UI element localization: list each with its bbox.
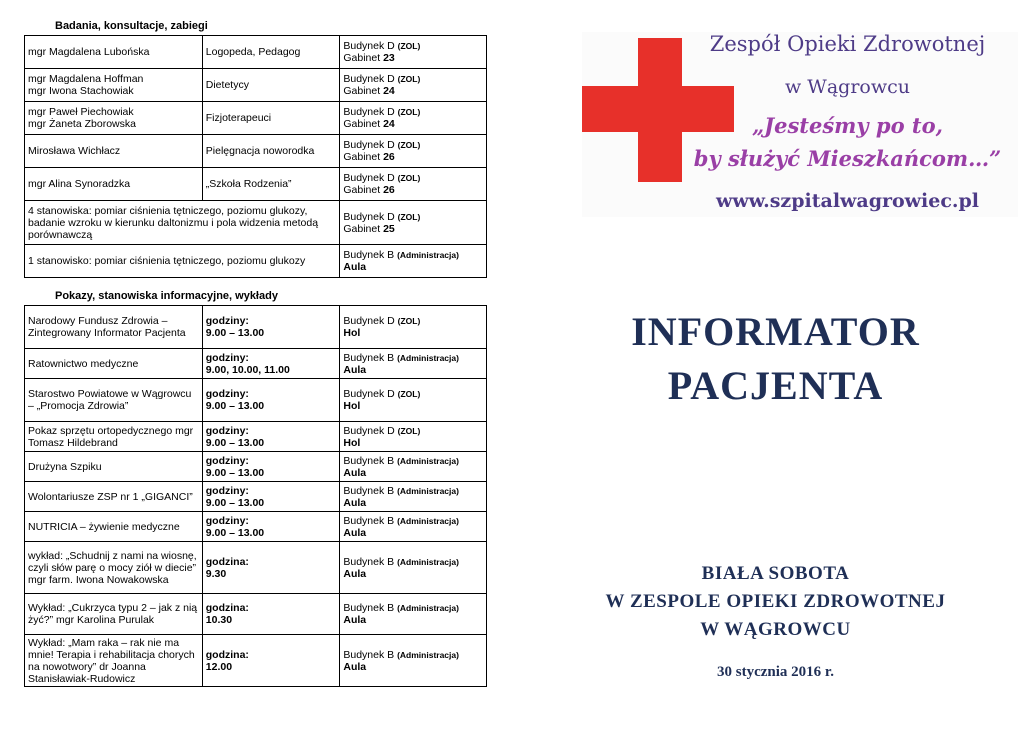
event-name-cell: Starostwo Powiatowe w Wągrowcu – „Promocja Zdrowia”: [25, 379, 203, 422]
logo-motto-2: by służyć Mieszkańcom…”: [693, 146, 1002, 171]
table-row: [25, 201, 487, 245]
hospital-logo: [582, 32, 1018, 217]
building-tag: (Administracja): [397, 515, 459, 526]
specialist-name: Mirosława Wichłacz: [28, 145, 121, 157]
building-tag: (Administracja): [397, 649, 459, 660]
logo-motto-1: „Jesteśmy po to,: [752, 113, 943, 138]
station-description: 4 stanowiska: pomiar ciśnienia tętniczego, poziomu glukozy, badanie wzroku w kierunku daltonizmu i pola widzenia metodą porównawczą: [25, 201, 340, 245]
building: Budynek B: [343, 249, 395, 261]
table-row: [25, 422, 487, 452]
building: Budynek D: [343, 106, 395, 118]
building-tag: (ZOL): [397, 107, 421, 117]
section-title-tests: Badania, konsultacje, zabiegi: [55, 20, 208, 32]
hours-value: 12.00: [205, 660, 233, 673]
tests-table: [24, 35, 487, 278]
table-row: [25, 69, 487, 102]
specialty: Fizjoterapeuci: [202, 102, 340, 135]
table-row: [25, 36, 487, 69]
shows-table: [24, 305, 487, 687]
place: Aula: [343, 567, 367, 580]
building: Budynek B: [343, 648, 395, 661]
building-tag: (Administracja): [397, 455, 459, 466]
event-name-cell: Wolontariusze ZSP nr 1 „GIGANCI”: [25, 482, 203, 512]
building: Budynek D: [343, 315, 395, 327]
hours-value: 9.00 – 13.00: [205, 496, 265, 509]
hours-label: godziny:: [205, 454, 249, 467]
hours-value: 9.00, 10.00, 11.00: [205, 363, 290, 376]
table-row: [25, 102, 487, 135]
building-tag: (ZOL): [397, 211, 421, 222]
room-label: Gabinet: [343, 52, 384, 64]
event-name-cell: Ratownictwo medyczne: [25, 349, 203, 379]
building-tag: (ZOL): [397, 41, 421, 51]
event-name-cell: wykład: „Schudnij z nami na wiosnę, czyli słów parę o mocy ziół w diecie” mgr farm. Iwona Nowakowska: [25, 542, 203, 594]
room-label: Gabinet: [343, 85, 384, 97]
building: Budynek B: [343, 351, 395, 364]
logo-website: www.szpitalwagrowiec.pl: [715, 190, 980, 212]
table-row: [25, 349, 487, 379]
event-name-cell: Narodowy Fundusz Zdrowia – Zintegrowany Informator Pacjenta: [25, 306, 203, 349]
table-row: [25, 542, 487, 594]
specialty: Pielęgnacja noworodka: [202, 135, 340, 168]
building-tag: (ZOL): [397, 140, 421, 150]
building: Budynek D: [343, 210, 395, 223]
building: Budynek B: [343, 555, 395, 568]
table-row: [25, 594, 487, 635]
table-row: [25, 452, 487, 482]
event-name-cell: Pokaz sprzętu ortopedycznego mgr Tomasz Hildebrand: [25, 422, 203, 452]
specialist-name: mgr Paweł Piechowiak: [28, 106, 134, 118]
logo-town: w Wągrowcu: [785, 76, 910, 98]
building-tag: (Administracja): [397, 485, 459, 496]
table-row: [25, 482, 487, 512]
table-row: [25, 635, 487, 687]
event-name-cell: Drużyna Szpiku: [25, 452, 203, 482]
place: Aula: [343, 614, 367, 626]
event-name: BIAŁA SOBOTA: [701, 563, 850, 584]
hours-value: 9.00 – 13.00: [205, 466, 265, 479]
table-row: [25, 306, 487, 349]
hours-label: godziny:: [205, 388, 249, 400]
building-tag: (Administracja): [397, 556, 459, 567]
room-number: 23: [383, 52, 395, 64]
building: Budynek D: [343, 172, 395, 184]
hours-label: godzina:: [205, 555, 249, 568]
building: Budynek D: [343, 139, 395, 151]
hours-value: 9.30: [205, 567, 227, 580]
building-tag: (ZOL): [397, 74, 421, 84]
event-date: 30 stycznia 2016 r.: [717, 664, 834, 680]
specialist-name: mgr Magdalena Lubońska: [28, 46, 150, 58]
place: Aula: [343, 363, 367, 376]
table-row: [25, 379, 487, 422]
logo-org-name: Zespół Opieki Zdrowotnej: [709, 32, 986, 56]
building-tag: (ZOL): [397, 389, 421, 399]
station-description: 1 stanowisko: pomiar ciśnienia tętniczego, poziomu glukozy: [25, 245, 340, 278]
building: Budynek B: [343, 454, 395, 467]
building: Budynek D: [343, 424, 395, 437]
right-page: [520, 0, 1031, 732]
specialist-name: mgr Magdalena Hoffman: [28, 73, 144, 85]
table-row: [25, 135, 487, 168]
section-title-shows: Pokazy, stanowiska informacyjne, wykłady: [55, 290, 278, 302]
building: Budynek B: [343, 514, 395, 527]
room-number: 24: [383, 85, 395, 97]
hours-label: godziny:: [205, 484, 249, 497]
room-label: Gabinet: [343, 118, 384, 130]
building-tag: (Administracja): [397, 352, 459, 363]
building: Budynek B: [343, 602, 395, 614]
room-number: 24: [383, 118, 395, 130]
room-number: 25: [383, 222, 395, 235]
hours-value: 10.30: [205, 614, 233, 626]
room-number: 26: [383, 151, 395, 163]
specialist-name: mgr Iwona Stachowiak: [28, 85, 134, 97]
hours-value: 9.00 – 13.00: [205, 327, 265, 339]
room-number: 26: [383, 184, 395, 196]
room-label: Gabinet: [343, 151, 384, 163]
hours-value: 9.00 – 13.00: [205, 400, 265, 412]
specialist-name: mgr Alina Synoradzka: [28, 178, 131, 190]
place: Aula: [343, 660, 367, 673]
event-name-cell: NUTRICIA – żywienie medyczne: [25, 512, 203, 542]
building-tag: (Administracja): [397, 250, 459, 260]
hours-value: 9.00 – 13.00: [205, 526, 265, 539]
event-name-cell: Wykład: „Mam raka – rak nie ma mnie! Terapia i rehabilitacja chorych na nowotwory” dr Joanna Stanisławiak-Rudowicz: [25, 635, 203, 687]
hours-label: godzina:: [205, 602, 249, 614]
building-tag: (ZOL): [397, 425, 421, 436]
specialist-name: mgr Żaneta Zborowska: [28, 118, 136, 130]
place: Hol: [343, 400, 361, 412]
building: Budynek D: [343, 40, 395, 52]
hours-label: godziny:: [205, 514, 249, 527]
place: Aula: [343, 496, 367, 509]
cover-title-line2: PACJENTA: [667, 363, 884, 408]
hours-label: godziny:: [205, 424, 249, 437]
room-label: Gabinet: [343, 184, 384, 196]
building: Budynek D: [343, 388, 395, 400]
event-location-1: W ZESPOLE OPIEKI ZDROWOTNEJ: [605, 591, 946, 612]
place: Hol: [343, 436, 361, 449]
building-tag: (ZOL): [397, 316, 421, 326]
specialty: „Szkoła Rodzenia”: [202, 168, 340, 201]
room-label: Gabinet: [343, 222, 384, 235]
place: Hol: [343, 327, 361, 339]
hours-label: godziny:: [205, 351, 249, 364]
room-number: Aula: [343, 261, 367, 273]
table-row: [25, 168, 487, 201]
cover-title-line1: INFORMATOR: [631, 309, 920, 354]
hours-label: godziny:: [205, 315, 249, 327]
hours-value: 9.00 – 13.00: [205, 436, 265, 449]
hours-label: godzina:: [205, 648, 249, 661]
place: Aula: [343, 526, 367, 539]
building: Budynek B: [343, 484, 395, 497]
table-row: [25, 245, 487, 278]
building-tag: (ZOL): [397, 173, 421, 183]
building-tag: (Administracja): [397, 603, 459, 613]
specialty: Dietetycy: [202, 69, 340, 102]
event-name-cell: Wykład: „Cukrzyca typu 2 – jak z nią żyć?” mgr Karolina Purulak: [25, 594, 203, 635]
place: Aula: [343, 466, 367, 479]
event-location-2: W WĄGROWCU: [700, 619, 851, 640]
building: Budynek D: [343, 73, 395, 85]
table-row: [25, 512, 487, 542]
specialty: Logopeda, Pedagog: [202, 36, 340, 69]
